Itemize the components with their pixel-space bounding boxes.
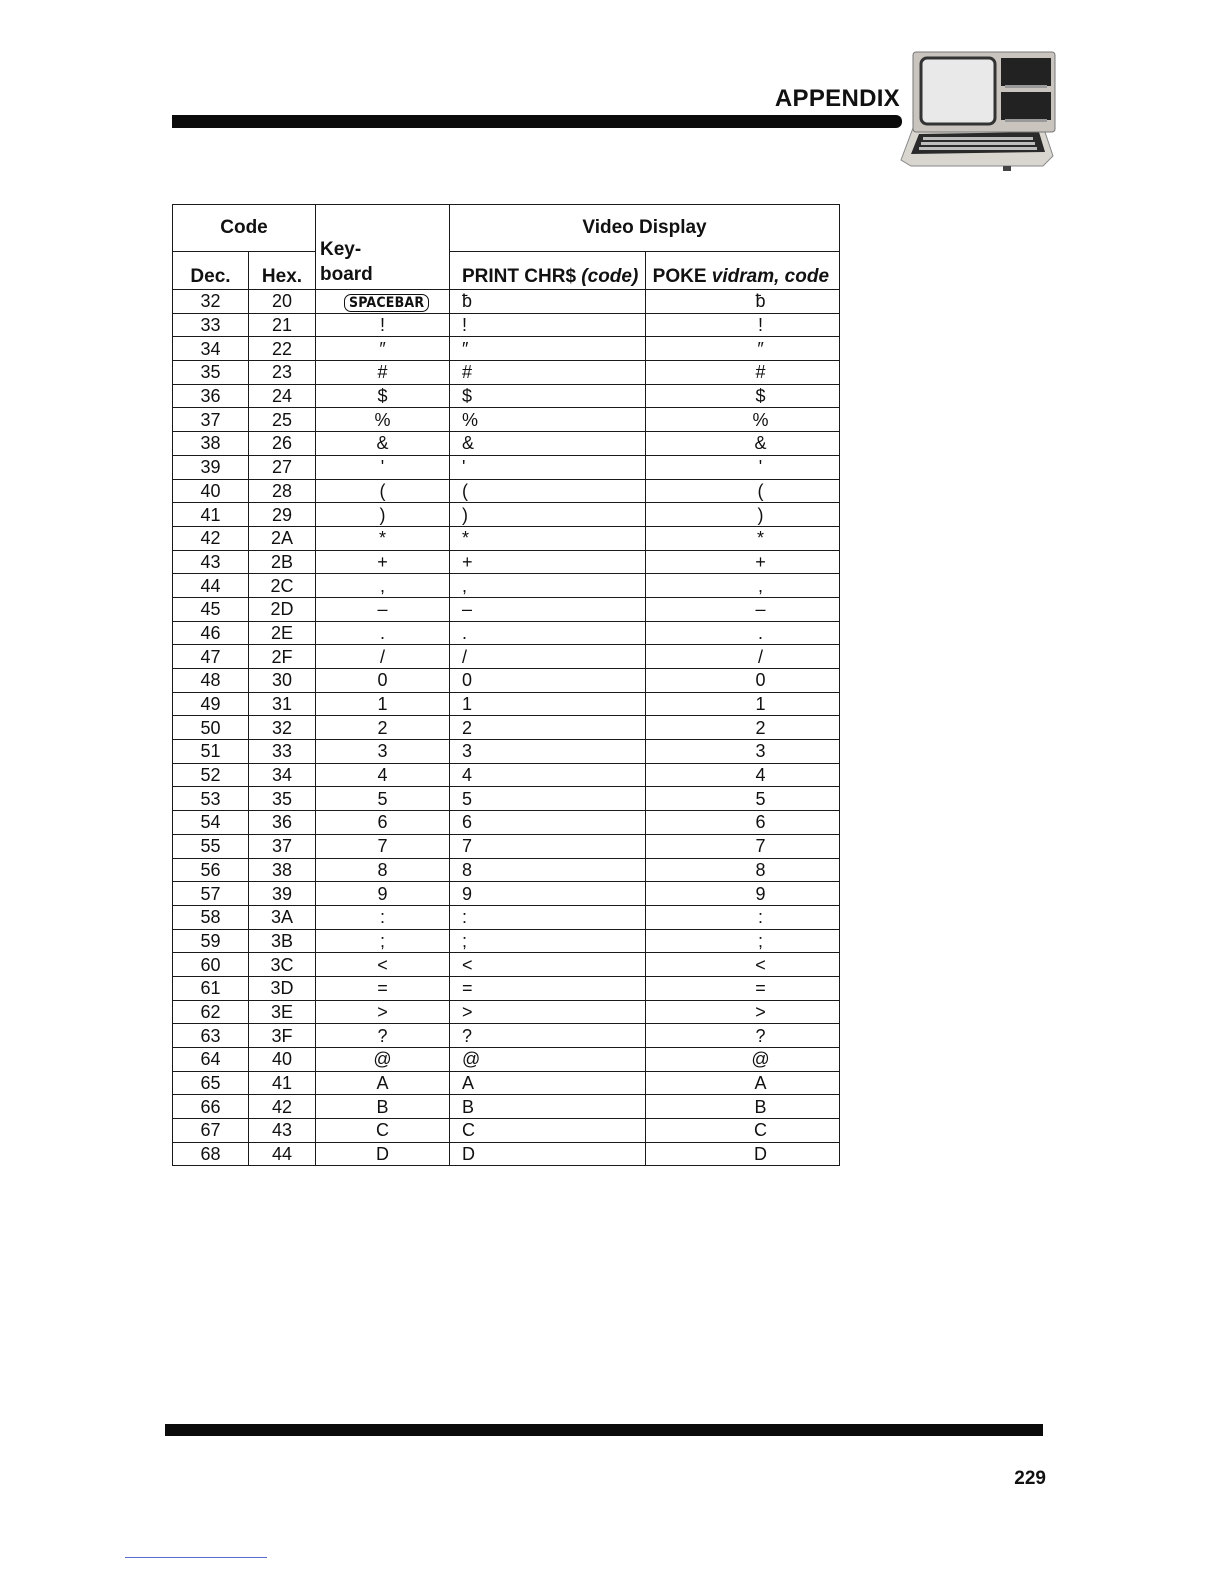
top-rule [172,115,902,128]
print-chr-cell: ; [450,929,646,953]
keyboard-cell: C [316,1119,450,1143]
table-row [173,976,840,1000]
print-chr-cell: ″ [450,337,646,361]
dec-cell: 32 [173,290,249,314]
keyboard-cell: ! [316,313,450,337]
print-chr-cell: 5 [450,787,646,811]
poke-cell: 9 [646,882,840,906]
poke-cell: D [646,1142,840,1166]
hex-cell: 40 [249,1048,316,1072]
table-row [173,1024,840,1048]
appendix-title: APPENDIX [774,85,900,112]
dec-cell: 45 [173,597,249,621]
dec-cell: 51 [173,740,249,764]
hex-cell: 36 [249,811,316,835]
dec-cell: 53 [173,787,249,811]
hex-cell: 25 [249,408,316,432]
keyboard-cell: 4 [316,763,450,787]
keyboard-cell: ' [316,455,450,479]
print-chr-cell: C [450,1119,646,1143]
poke-cell: ! [646,313,840,337]
code-header: Code [173,205,316,252]
dec-cell: 48 [173,669,249,693]
table-row [173,787,840,811]
print-chr-cell: < [450,953,646,977]
hex-cell: 23 [249,361,316,385]
print-chr-cell: = [450,976,646,1000]
dec-cell: 46 [173,621,249,645]
hex-cell: 41 [249,1071,316,1095]
poke-cell: < [646,953,840,977]
dec-cell: 47 [173,645,249,669]
keyboard-cell: # [316,361,450,385]
print-chr-cell: / [450,645,646,669]
keyboard-cell: $ [316,384,450,408]
dec-cell: 60 [173,953,249,977]
dec-cell: 68 [173,1142,249,1166]
keyboard-cell [316,290,450,314]
hex-cell: 43 [249,1119,316,1143]
table-row [173,905,840,929]
print-chr-cell: * [450,526,646,550]
poke-cell: # [646,361,840,385]
hex-cell: 35 [249,787,316,811]
dec-cell: 62 [173,1000,249,1024]
table-row [173,669,840,693]
print-chr-cell: ? [450,1024,646,1048]
table-row [173,1142,840,1166]
footer-line [125,1557,267,1558]
table-row [173,384,840,408]
table-row [173,716,840,740]
print-chr-cell: 4 [450,763,646,787]
table-row [173,1119,840,1143]
hex-cell: 38 [249,858,316,882]
dec-cell: 33 [173,313,249,337]
dec-cell: 38 [173,432,249,456]
hex-cell: 3D [249,976,316,1000]
poke-cell: ? [646,1024,840,1048]
hex-cell: 2E [249,621,316,645]
print-chr-cell: 1 [450,692,646,716]
hex-cell: 42 [249,1095,316,1119]
table-row [173,858,840,882]
table-row [173,692,840,716]
poke-cell: ″ [646,337,840,361]
hex-cell: 39 [249,882,316,906]
table-row [173,953,840,977]
dec-cell: 49 [173,692,249,716]
hex-cell: 2D [249,597,316,621]
keyboard-cell: A [316,1071,450,1095]
table-row [173,503,840,527]
keyboard-cell: < [316,953,450,977]
hex-cell: 24 [249,384,316,408]
hex-cell: 34 [249,763,316,787]
table-row [173,290,840,314]
print-chr-header [450,252,646,290]
poke-cell: A [646,1071,840,1095]
keyboard-cell: > [316,1000,450,1024]
print-chr-cell: ( [450,479,646,503]
dec-cell: 36 [173,384,249,408]
print-chr-cell: D [450,1142,646,1166]
keyboard-cell: @ [316,1048,450,1072]
table-row [173,929,840,953]
keyboard-cell: & [316,432,450,456]
poke-cell: & [646,432,840,456]
poke-cell: $ [646,384,840,408]
print-chr-cell: 7 [450,834,646,858]
hex-cell: 2F [249,645,316,669]
poke-cell: 5 [646,787,840,811]
keyboard-cell: ( [316,479,450,503]
print-chr-cell: : [450,905,646,929]
poke-cell: – [646,597,840,621]
poke-cell: . [646,621,840,645]
print-chr-cell: $ [450,384,646,408]
table-row [173,1000,840,1024]
hex-cell: 2B [249,550,316,574]
bottom-rule [165,1424,1043,1436]
dec-cell: 35 [173,361,249,385]
keyboard-cell: % [316,408,450,432]
dec-cell: 66 [173,1095,249,1119]
hex-cell: 32 [249,716,316,740]
table-row [173,550,840,574]
keyboard-cell: / [316,645,450,669]
keyboard-header-text: Key- board [320,239,373,285]
print-chr-cell: ' [450,455,646,479]
keyboard-cell: 9 [316,882,450,906]
dec-cell: 65 [173,1071,249,1095]
hex-cell: 21 [249,313,316,337]
print-chr-cell: 3 [450,740,646,764]
table-row [173,526,840,550]
hex-cell: 3B [249,929,316,953]
page-number: 229 [1014,1468,1046,1489]
character-code-table [172,204,840,1166]
dec-cell: 67 [173,1119,249,1143]
table-row [173,811,840,835]
dec-cell: 63 [173,1024,249,1048]
hex-cell: 28 [249,479,316,503]
dec-cell: 56 [173,858,249,882]
print-chr-cell: 9 [450,882,646,906]
dec-cell: 50 [173,716,249,740]
dec-cell: 40 [173,479,249,503]
dec-cell: 44 [173,574,249,598]
dec-cell: 39 [173,455,249,479]
keyboard-cell: 5 [316,787,450,811]
hex-cell: 22 [249,337,316,361]
print-chr-cell: , [450,574,646,598]
keyboard-cell: , [316,574,450,598]
poke-cell: 8 [646,858,840,882]
dec-cell: 61 [173,976,249,1000]
poke-cell: + [646,550,840,574]
print-chr-cell: & [450,432,646,456]
print-chr-cell: 2 [450,716,646,740]
dec-cell: 64 [173,1048,249,1072]
poke-cell: B [646,1095,840,1119]
poke-cell: 2 [646,716,840,740]
dec-header: Dec. [173,252,249,290]
print-chr-cell: @ [450,1048,646,1072]
print-chr-cell: ƀ [450,290,646,314]
keyboard-cell: ; [316,929,450,953]
poke-cell: 7 [646,834,840,858]
keyboard-cell: ″ [316,337,450,361]
dec-cell: 42 [173,526,249,550]
table-row [173,834,840,858]
poke-cell: C [646,1119,840,1143]
print-chr-cell: # [450,361,646,385]
print-chr-cell: 6 [450,811,646,835]
keyboard-cell: 3 [316,740,450,764]
keyboard-header [316,205,450,290]
table-row [173,597,840,621]
keyboard-cell: 8 [316,858,450,882]
dec-cell: 34 [173,337,249,361]
keyboard-cell: ? [316,1024,450,1048]
poke-cell: > [646,1000,840,1024]
keyboard-cell: . [316,621,450,645]
hex-cell: 29 [249,503,316,527]
poke-cell: ( [646,479,840,503]
table-row [173,455,840,479]
print-chr-cell: B [450,1095,646,1119]
print-chr-cell: 8 [450,858,646,882]
poke-cell: , [646,574,840,598]
poke-cell: @ [646,1048,840,1072]
poke-cell: 6 [646,811,840,835]
print-chr-cell: + [450,550,646,574]
table-row [173,1048,840,1072]
hex-cell: 37 [249,834,316,858]
hex-header: Hex. [249,252,316,290]
hex-cell: 31 [249,692,316,716]
dec-cell: 54 [173,811,249,835]
poke-cell: / [646,645,840,669]
poke-cell: * [646,526,840,550]
hex-cell: 3A [249,905,316,929]
print-chr-cell: > [450,1000,646,1024]
table-row [173,740,840,764]
keyboard-cell: 6 [316,811,450,835]
print-chr-cell: ) [450,503,646,527]
keyboard-cell: = [316,976,450,1000]
dec-cell: 43 [173,550,249,574]
poke-cell: 0 [646,669,840,693]
table-row [173,1095,840,1119]
keyboard-cell: 7 [316,834,450,858]
print-chr-cell: % [450,408,646,432]
table-row [173,574,840,598]
hex-cell: 2A [249,526,316,550]
poke-cell: = [646,976,840,1000]
hex-cell: 3F [249,1024,316,1048]
print-chr-cell: 0 [450,669,646,693]
poke-cell: : [646,905,840,929]
poke-cell: 1 [646,692,840,716]
poke-header-prefix: POKE [652,266,712,287]
dec-cell: 57 [173,882,249,906]
print-chr-header-prefix: PRINT CHR$ [462,266,582,287]
dec-cell: 59 [173,929,249,953]
print-chr-cell: . [450,621,646,645]
keyboard-cell: D [316,1142,450,1166]
hex-cell: 30 [249,669,316,693]
poke-cell: ƀ [646,290,840,314]
keyboard-cell: + [316,550,450,574]
table-row [173,621,840,645]
poke-cell: 4 [646,763,840,787]
poke-header [646,252,840,290]
hex-cell: 26 [249,432,316,456]
table-row [173,479,840,503]
dec-cell: 58 [173,905,249,929]
keyboard-cell: B [316,1095,450,1119]
table-row [173,313,840,337]
keyboard-cell: 2 [316,716,450,740]
video-display-header: Video Display [450,205,840,252]
dec-cell: 37 [173,408,249,432]
keyboard-cell: ) [316,503,450,527]
trs80-computer-illustration [893,48,1063,173]
table-row [173,882,840,906]
hex-cell: 33 [249,740,316,764]
table-row [173,337,840,361]
keyboard-cell: : [316,905,450,929]
hex-cell: 20 [249,290,316,314]
keyboard-cell: – [316,597,450,621]
table-row [173,1071,840,1095]
table-row [173,408,840,432]
table-row [173,432,840,456]
poke-cell: ; [646,929,840,953]
poke-cell: 3 [646,740,840,764]
print-chr-cell: ! [450,313,646,337]
poke-cell: % [646,408,840,432]
hex-cell: 2C [249,574,316,598]
keyboard-cell: 0 [316,669,450,693]
print-chr-cell: A [450,1071,646,1095]
keyboard-cell: * [316,526,450,550]
table-row [173,361,840,385]
hex-cell: 27 [249,455,316,479]
keyboard-cell: 1 [316,692,450,716]
poke-cell: ) [646,503,840,527]
dec-cell: 52 [173,763,249,787]
dec-cell: 55 [173,834,249,858]
hex-cell: 44 [249,1142,316,1166]
poke-cell: ' [646,455,840,479]
print-chr-cell: – [450,597,646,621]
print-chr-header-arg: (code) [581,266,639,287]
poke-header-args: vidram, code [711,266,830,287]
dec-cell: 41 [173,503,249,527]
spacebar-key-icon: SPACEBAR [344,294,429,312]
table-row [173,645,840,669]
hex-cell: 3C [249,953,316,977]
hex-cell: 3E [249,1000,316,1024]
table-row [173,763,840,787]
